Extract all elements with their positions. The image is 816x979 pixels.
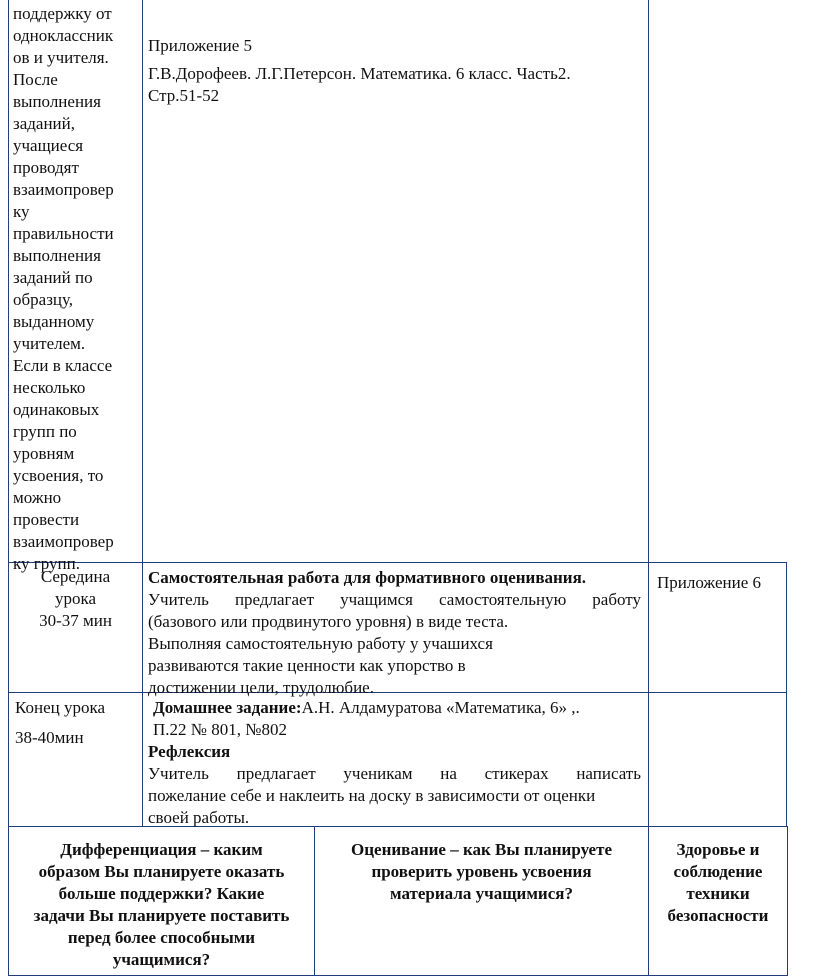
row3-content: Домашнее задание:А.Н. Алдамуратова «Математика, 6» ,. П.22 № 801, №802 Рефлексия Учитель предлагает ученикам на стикерах написать пожелание себе и наклеить на доску в зависимости от оценки своей работы. bbox=[148, 698, 641, 827]
row2-content: Самостоятельная работа для формативного оценивания. Учитель предлагает учащимся самостоятельную работу (базового или продвинутого уровня) в виде теста. Выполняя самостоятельную работу у учашихся развиваются такие ценности как упорство в достижении цели, трудолюбие. bbox=[148, 568, 641, 697]
appendix-6-label: Приложение 6 bbox=[657, 573, 761, 592]
reflection-title: Рефлексия bbox=[148, 742, 231, 761]
homework-exercises: П.22 № 801, №802 bbox=[153, 720, 287, 739]
homework-text: А.Н. Алдамуратова «Математика, 6» ,. bbox=[301, 698, 580, 717]
assessment-header: Оценивание – как Вы планируете проверить уровень усвоения материала учащимися? bbox=[351, 840, 612, 903]
row3-stage: Конец урока 38-40мин bbox=[15, 698, 106, 747]
health-safety-header: Здоровье и соблюдение техники безопасности bbox=[667, 840, 769, 925]
row1-left-text: поддержку от одноклассник ов и учителя. После выполнения заданий, учащиеся проводят взаимопровер ку правильности выполнения заданий по образцу, выданному учителем. Если в классе несколько одинаковых групп по уровням усвоения, то можно провести взаимопровер ку групп. bbox=[13, 4, 114, 573]
textbook-pages: Стр.51-52 bbox=[148, 86, 220, 105]
appendix-5-label: Приложение 5 bbox=[148, 36, 252, 55]
border-bottom bbox=[8, 975, 788, 976]
textbook-reference: Г.В.Дорофеев. Л.Г.Петерсон. Математика. 6 класс. Часть2. bbox=[148, 64, 571, 83]
border-right-upper bbox=[786, 562, 787, 826]
independent-work-title: Самостоятельная работа для формативного оценивания. bbox=[148, 568, 587, 587]
border-col2 bbox=[648, 0, 649, 826]
differentiation-header: Дифференциация – каким образом Вы планируете оказать больше поддержки? Какие задачи Вы планируете поставить перед более способными учащимися? bbox=[33, 840, 290, 969]
row1-middle bbox=[148, 35, 643, 107]
row2-stage: Середина урока 30-37 мин bbox=[39, 567, 112, 630]
homework-label: Домашнее задание: bbox=[153, 698, 302, 717]
border-footer-right bbox=[787, 826, 788, 975]
border-left bbox=[8, 0, 9, 975]
